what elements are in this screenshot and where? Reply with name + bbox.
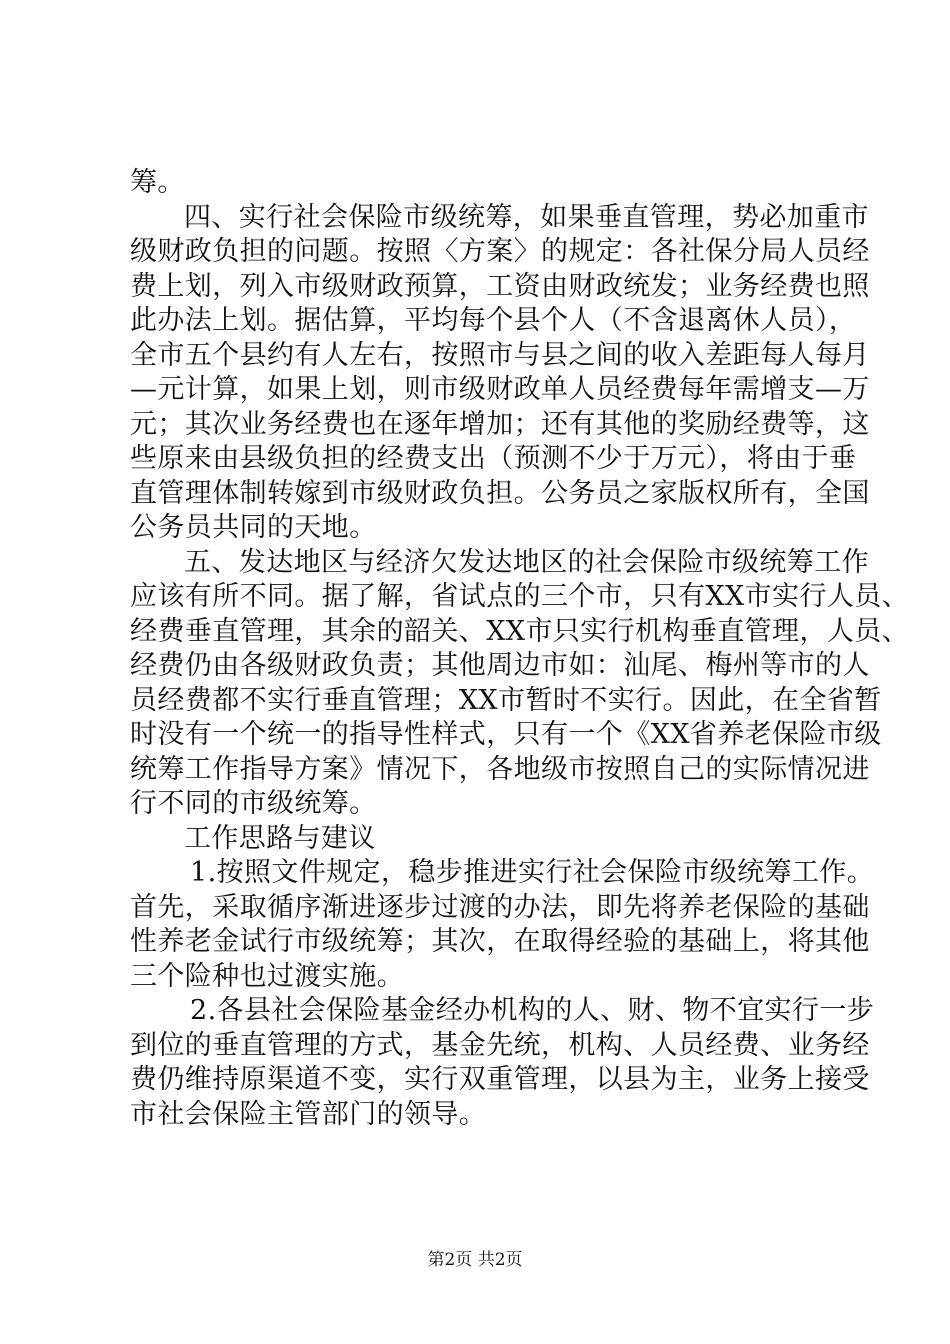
text-line: 行不同的市级统筹。 xyxy=(130,788,377,819)
text-line: 全市五个县约有人左右，按照市与县之间的收入差距每人每月 xyxy=(130,339,870,371)
text-line: 到位的垂直管理的方式，基金先统，机构、人员经费、业务经 xyxy=(130,1029,870,1061)
text-line: 统筹工作指导方案》情况下，各地级市按照自己的实际情况进 xyxy=(130,753,870,785)
text-line: 应该有所不同。据了解，省试点的三个市，只有XX市实行人员、 xyxy=(130,581,910,612)
text-line: 市社会保险主管部门的领导。 xyxy=(130,1098,487,1130)
text-line: —元计算，如果上划，则市级财政单人员经费每年需增支—万 xyxy=(130,374,870,405)
document-body xyxy=(130,166,910,1132)
text-line: 首先，采取循序渐进逐步过渡的办法，即先将养老保险的基础 xyxy=(130,891,870,923)
text-line: 经费仍由各级财政负责；其他周边市如：汕尾、梅州等市的人 xyxy=(130,650,870,681)
text-line: 直管理体制转嫁到市级财政负担。公务员之家版权所有，全国 xyxy=(130,477,870,509)
text-line: 时没有一个统一的指导性样式，只有一个《XX省养老保险市级 xyxy=(130,719,882,750)
paragraph-start-line: 四、实行社会保险市级统筹，如果垂直管理，势必加重市 xyxy=(184,201,869,233)
text-line: 级财政负担的问题。按照〈方案〉的规定：各社保分局人员经 xyxy=(130,236,870,267)
text-line: 筹。 xyxy=(130,167,185,198)
text-line: 费上划，列入市级财政预算，工资由财政统发；业务经费也照 xyxy=(130,270,870,302)
paragraph-start-line: 2.各县社会保险基金经办机构的人、财、物不宜实行一步 xyxy=(190,995,875,1026)
text-line: 公务员共同的天地。 xyxy=(130,512,377,543)
text-line: 此办法上划。据估算，平均每个县个人（不含退离休人员）， xyxy=(130,305,857,336)
text-line: 性养老金试行市级统筹；其次，在取得经验的基础上，将其他 xyxy=(130,926,870,957)
text-line: 员经费都不实行垂直管理；XX市暂时不实行。因此，在全省暂 xyxy=(130,684,882,716)
text-line: 费仍维持原渠道不变，实行双重管理，以县为主，业务上接受 xyxy=(130,1064,870,1095)
paragraph-start-line: 1.按照文件规定，稳步推进实行社会保险市级统筹工作。 xyxy=(190,857,875,888)
text-line: 经费垂直管理，其余的韶关、XX市只实行机构垂直管理，人员、 xyxy=(130,615,910,647)
text-line: 三个险种也过渡实施。 xyxy=(130,960,404,992)
page-number-footer: 第2页 共2页 xyxy=(427,1250,523,1270)
section-heading: 工作思路与建议 xyxy=(184,822,376,854)
text-line: 元；其次业务经费也在逐年增加；还有其他的奖励经费等，这 xyxy=(130,408,870,440)
paragraph-start-line: 五、发达地区与经济欠发达地区的社会保险市级统筹工作 xyxy=(184,546,869,578)
text-line: 些原来由县级负担的经费支出（预测不少于万元），将由于垂 xyxy=(130,443,857,474)
